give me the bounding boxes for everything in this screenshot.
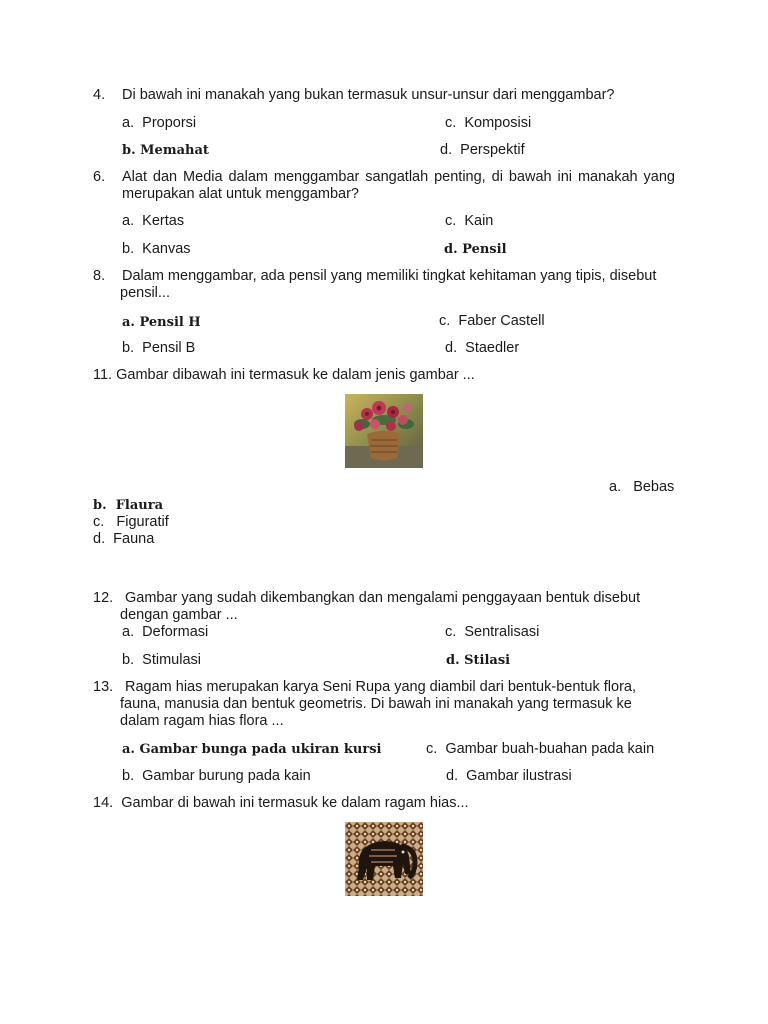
flower-painting-image bbox=[345, 394, 423, 468]
q13-option-c: c. Gambar buah-buahan pada kain bbox=[426, 741, 655, 757]
q11-question: 11. Gambar dibawah ini termasuk ke dalam jenis gambar ... bbox=[93, 367, 475, 383]
q8-option-b: b. Pensil B bbox=[122, 340, 196, 356]
q6-option-b: b. Kanvas bbox=[122, 241, 191, 257]
q8-option-d: d. Staedler bbox=[445, 340, 520, 356]
q13-number: 13. bbox=[93, 679, 114, 695]
q8-option-c: c. Faber Castell bbox=[439, 313, 545, 329]
q13-text-line1: Ragam hias merupakan karya Seni Rupa yang diambil dari bentuk-bentuk flora, bbox=[125, 679, 637, 695]
q13-option-a-answer: a. Gambar bunga pada ukiran kursi bbox=[122, 742, 382, 757]
q13-text-line2: fauna, manusia dan bentuk geometris. Di bawah ini manakah yang termasuk ke bbox=[120, 696, 632, 712]
q8-number: 8. bbox=[93, 268, 106, 284]
q11-option-c: c. Figuratif bbox=[93, 514, 169, 530]
q12-option-c: c. Sentralisasi bbox=[445, 624, 540, 640]
q6-number: 6. bbox=[93, 169, 106, 185]
q4-text: Di bawah ini manakah yang bukan termasuk unsur-unsur dari menggambar? bbox=[122, 87, 615, 103]
q4-number: 4. bbox=[93, 87, 106, 103]
q4-option-b-answer: b. Memahat bbox=[122, 143, 209, 158]
q12-option-a: a. Deformasi bbox=[122, 624, 209, 640]
q12-text-line2: dengan gambar ... bbox=[120, 607, 238, 623]
q12-option-d-answer: d. Stilasi bbox=[446, 653, 511, 668]
q8-option-a-answer: a. Pensil H bbox=[122, 315, 201, 330]
q8-text-line1: Dalam menggambar, ada pensil yang memiliki tingkat kehitaman yang tipis, disebut bbox=[122, 268, 657, 284]
q12-text-line1: Gambar yang sudah dikembangkan dan mengalami penggayaan bentuk disebut bbox=[125, 590, 641, 606]
batik-elephant-image bbox=[345, 822, 423, 896]
q13-text-line3: dalam ragam hias flora ... bbox=[120, 713, 284, 729]
q4-option-c: c. Komposisi bbox=[445, 115, 532, 131]
q6-option-c: c. Kain bbox=[445, 213, 494, 229]
q12-option-b: b. Stimulasi bbox=[122, 652, 201, 668]
q4-option-a: a. Proporsi bbox=[122, 115, 197, 131]
q8-text-line2: pensil... bbox=[120, 285, 170, 301]
q6-option-d-answer: d. Pensil bbox=[444, 242, 507, 257]
q11-option-d: d. Fauna bbox=[93, 531, 155, 547]
q13-option-b: b. Gambar burung pada kain bbox=[122, 768, 311, 784]
q11-option-b-answer: b. Flaura bbox=[93, 498, 164, 513]
q4-option-d: d. Perspektif bbox=[440, 142, 525, 158]
q14-question: 14. Gambar di bawah ini termasuk ke dalam ragam hias... bbox=[93, 795, 469, 811]
q6-text: Alat dan Media dalam menggambar sangatlah penting, di bawah ini manakah yang merupakan alat untuk menggambar? bbox=[122, 169, 675, 202]
q13-option-d: d. Gambar ilustrasi bbox=[446, 768, 572, 784]
q6-option-a: a. Kertas bbox=[122, 213, 185, 229]
q11-option-a: a. Bebas bbox=[609, 479, 675, 495]
q12-number: 12. bbox=[93, 590, 114, 606]
